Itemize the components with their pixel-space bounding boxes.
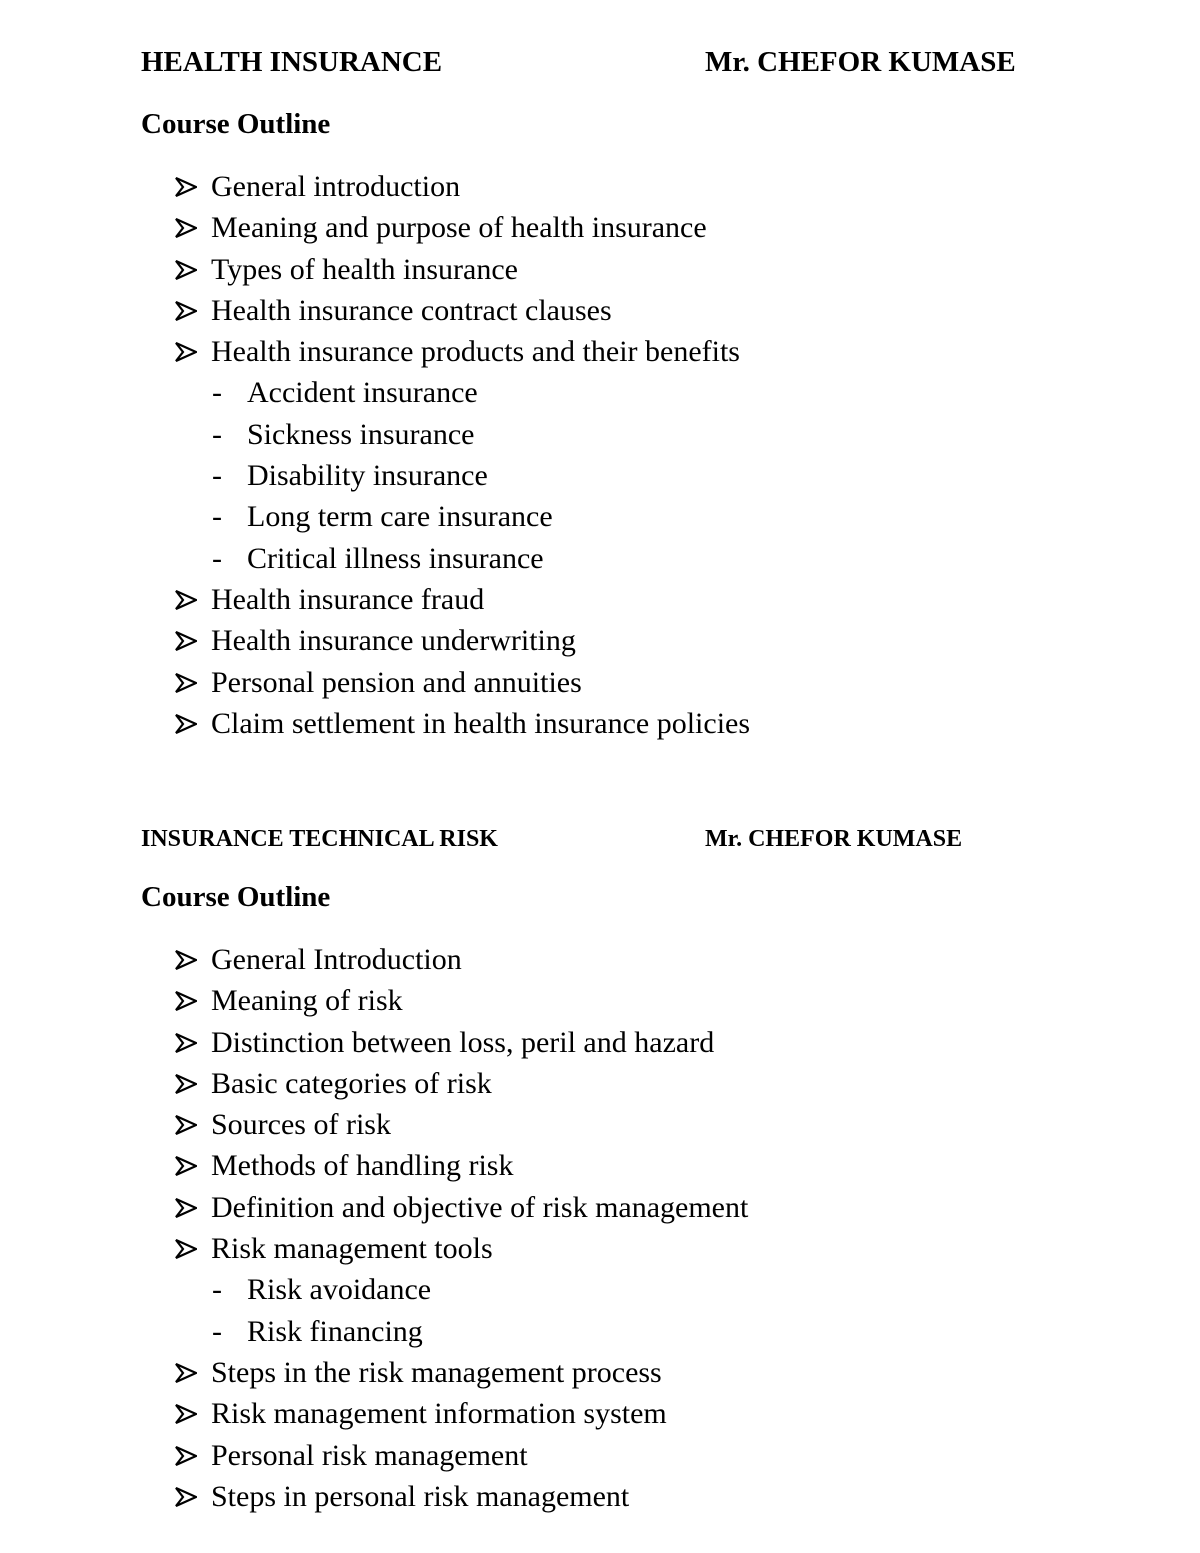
dash-bullet-icon: - (212, 500, 222, 534)
arrow-bullet-icon (175, 1228, 203, 1259)
outline-subitem (141, 1311, 1041, 1352)
arrow-bullet-icon (175, 207, 203, 238)
outline-subitem (141, 496, 1041, 537)
dash-bullet-icon: - (212, 1314, 222, 1348)
course-title: INSURANCE TECHNICAL RISK (141, 826, 498, 852)
dash-bullet-icon: - (212, 541, 222, 575)
outline-item-text: Risk management tools (211, 1232, 493, 1266)
outline-subitem (141, 372, 1041, 413)
outline-item (141, 1187, 1041, 1228)
arrow-bullet-icon (175, 331, 203, 362)
arrow-bullet-icon (175, 1352, 203, 1383)
dash-bullet-icon: - (212, 459, 222, 493)
course-header-health-insurance (141, 48, 1061, 82)
outline-item-text: Accident insurance (247, 376, 478, 410)
outline-item-text: Sickness insurance (247, 417, 475, 451)
outline-subitem (141, 538, 1041, 579)
course-outline-heading: Course Outline (141, 108, 331, 140)
outline-item (141, 1022, 1041, 1063)
outline-item (141, 1145, 1041, 1186)
arrow-bullet-icon (175, 1145, 203, 1176)
course-outline-list (141, 939, 1041, 1517)
instructor-name: Mr. CHEFOR KUMASE (705, 46, 1016, 78)
instructor-name: Mr. CHEFOR KUMASE (705, 826, 963, 852)
arrow-bullet-icon (175, 1063, 203, 1094)
outline-item-text: Critical illness insurance (247, 541, 544, 575)
outline-item (141, 1476, 1041, 1517)
outline-item-text: Steps in personal risk management (211, 1479, 630, 1513)
outline-item (141, 703, 1041, 744)
outline-subitem (141, 414, 1041, 455)
outline-item-text: Risk avoidance (247, 1273, 432, 1307)
outline-item-text: Methods of handling risk (211, 1149, 514, 1183)
arrow-bullet-icon (175, 249, 203, 280)
outline-item-text: Definition and objective of risk management (211, 1190, 749, 1224)
outline-item (141, 1393, 1041, 1434)
arrow-bullet-icon (175, 1393, 203, 1424)
outline-item (141, 662, 1041, 703)
arrow-bullet-icon (175, 1187, 203, 1218)
dash-bullet-icon: - (212, 417, 222, 451)
outline-item-text: Meaning and purpose of health insurance (211, 211, 707, 245)
outline-item-text: Disability insurance (247, 459, 488, 493)
arrow-bullet-icon (175, 579, 203, 610)
outline-item (141, 980, 1041, 1021)
outline-subitem (141, 1269, 1041, 1310)
outline-item-text: General Introduction (211, 943, 462, 976)
outline-item-text: Personal pension and annuities (211, 665, 582, 699)
outline-item (141, 290, 1041, 331)
course-outline-list (141, 166, 1041, 744)
arrow-bullet-icon (175, 939, 203, 970)
outline-item-text: Risk management information system (211, 1397, 667, 1431)
outline-item-text: Types of health insurance (211, 252, 518, 286)
outline-item (141, 166, 1041, 207)
outline-item (141, 1435, 1041, 1476)
arrow-bullet-icon (175, 1435, 203, 1466)
outline-item (141, 1352, 1041, 1393)
arrow-bullet-icon (175, 1104, 203, 1135)
outline-subitem (141, 455, 1041, 496)
outline-item-text: Health insurance fraud (211, 582, 485, 616)
arrow-bullet-icon (175, 662, 203, 693)
arrow-bullet-icon (175, 1476, 203, 1507)
arrow-bullet-icon (175, 166, 203, 197)
outline-item (141, 1104, 1041, 1145)
outline-item (141, 207, 1041, 248)
arrow-bullet-icon (175, 703, 203, 734)
outline-item (141, 620, 1041, 661)
arrow-bullet-icon (175, 290, 203, 321)
outline-item-text: Long term care insurance (247, 500, 553, 534)
outline-item-text: Claim settlement in health insurance policies (211, 706, 751, 740)
outline-item (141, 249, 1041, 290)
outline-item-text: Basic categories of risk (211, 1066, 492, 1100)
arrow-bullet-icon (175, 1022, 203, 1053)
outline-item-text: Health insurance contract clauses (211, 293, 612, 327)
course-header-insurance-technical-risk (141, 827, 1061, 855)
outline-item-text: General introduction (211, 170, 461, 203)
course-outline-heading: Course Outline (141, 881, 331, 913)
dash-bullet-icon: - (212, 1273, 222, 1307)
outline-item (141, 939, 1041, 980)
outline-item-text: Personal risk management (211, 1438, 528, 1472)
dash-bullet-icon: - (212, 376, 222, 410)
arrow-bullet-icon (175, 980, 203, 1011)
outline-item-text: Health insurance underwriting (211, 624, 576, 658)
outline-item-text: Distinction between loss, peril and hazard (211, 1025, 715, 1059)
outline-item (141, 1063, 1041, 1104)
outline-item (141, 331, 1041, 372)
outline-item-text: Sources of risk (211, 1108, 391, 1142)
outline-item-text: Meaning of risk (211, 984, 403, 1018)
outline-item-text: Risk financing (247, 1314, 423, 1348)
course-title: HEALTH INSURANCE (141, 46, 443, 78)
outline-item-text: Health insurance products and their benefits (211, 335, 740, 369)
outline-item-text: Steps in the risk management process (211, 1355, 662, 1389)
outline-item (141, 579, 1041, 620)
arrow-bullet-icon (175, 620, 203, 651)
outline-item (141, 1228, 1041, 1269)
